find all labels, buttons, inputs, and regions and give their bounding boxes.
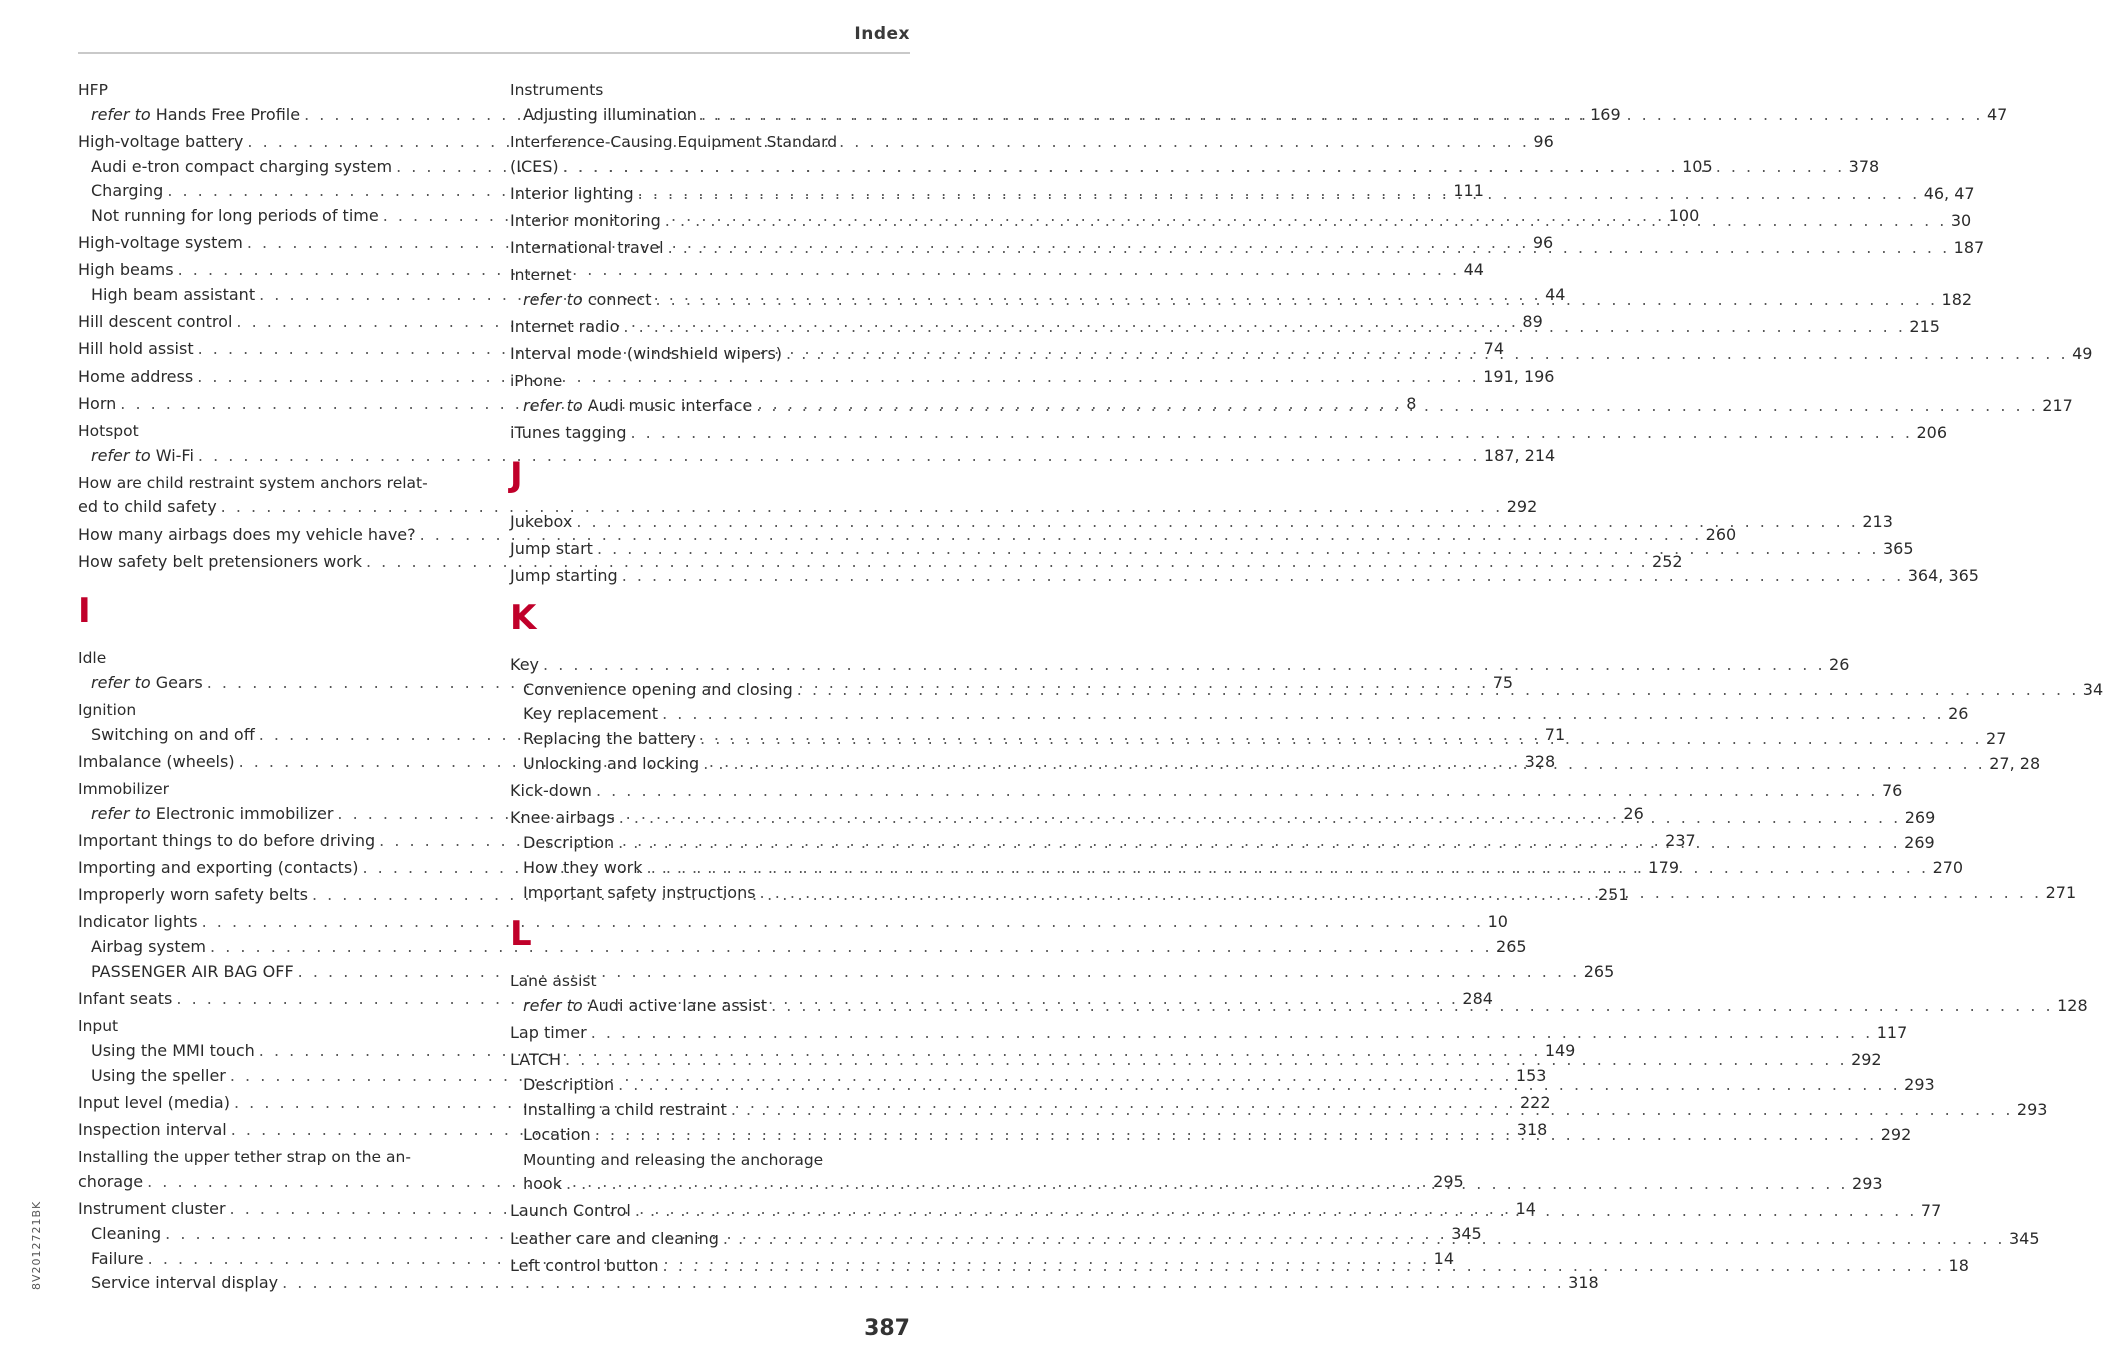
index-entry bbox=[78, 444, 1556, 469]
entry-text: Lap timer bbox=[510, 1023, 587, 1043]
entry-text: How many airbags does my vehicle have? bbox=[78, 524, 416, 544]
entry-text: High-voltage system bbox=[78, 233, 243, 253]
page-ref: 293 bbox=[1904, 1075, 1935, 1095]
page-ref: 292 bbox=[1506, 497, 1538, 517]
entry-text: Installing a child restraint bbox=[523, 1099, 727, 1119]
page-ref: 292 bbox=[1880, 1124, 1912, 1144]
entry-text: How safety belt pretensioners work bbox=[78, 551, 362, 571]
entry-text: Instrument cluster bbox=[78, 1199, 226, 1218]
page-ref: 270 bbox=[1932, 857, 1964, 877]
page-ref: 26 bbox=[1948, 704, 1969, 724]
page-ref: 345 bbox=[1451, 1223, 1482, 1243]
index-entry bbox=[510, 806, 1936, 831]
refer-label: refer to bbox=[523, 395, 583, 415]
page-ref: 169 bbox=[1590, 104, 1621, 124]
page-ref: 49 bbox=[2072, 344, 2093, 364]
page-title: Index bbox=[854, 24, 910, 44]
entry-text: Launch Control bbox=[510, 1201, 631, 1221]
index-subentry bbox=[78, 935, 1527, 960]
entry-text: High beams bbox=[78, 260, 174, 280]
page-ref: 10 bbox=[1487, 912, 1508, 932]
refer-label: refer to bbox=[523, 289, 583, 309]
index-subentry bbox=[510, 702, 1969, 727]
entry-text: Mounting and releasing the anchorage bbox=[523, 1150, 824, 1169]
page-ref: 77 bbox=[1920, 1201, 1942, 1221]
page-ref: 269 bbox=[1904, 808, 1936, 828]
page-ref: 182 bbox=[1941, 289, 1973, 309]
refer-label: refer to bbox=[91, 104, 151, 124]
entry-text: Important safety instructions bbox=[523, 882, 756, 902]
entry-text: Home address bbox=[78, 366, 194, 386]
entry-text: Interval mode (windshield wipers) bbox=[510, 344, 783, 364]
index-entry bbox=[510, 1227, 2040, 1252]
entry-text: Wi-Fi bbox=[155, 445, 194, 465]
index-heading-ignition: Ignition bbox=[78, 701, 137, 720]
entry-text: Key replacement bbox=[523, 704, 659, 724]
page-ref: 365 bbox=[1882, 538, 1914, 558]
page-ref: 18 bbox=[1948, 1255, 1969, 1275]
entry-text: hook bbox=[523, 1174, 562, 1194]
entry-text: Audi active lane assist bbox=[587, 996, 768, 1016]
entry-text: Important things to do before driving bbox=[78, 831, 376, 851]
page-ref: 74 bbox=[1483, 339, 1504, 359]
index-entry bbox=[78, 550, 1683, 575]
index-entry bbox=[510, 1021, 1908, 1046]
page-ref: 328 bbox=[1524, 752, 1556, 772]
page-ref: 128 bbox=[2057, 996, 2088, 1016]
page-ref: 187 bbox=[1953, 237, 1985, 257]
entry-text: Cleaning bbox=[91, 1223, 162, 1243]
index-entry bbox=[510, 653, 1850, 678]
page-ref: 75 bbox=[1492, 673, 1514, 693]
entry-text: Hill descent control bbox=[78, 312, 233, 332]
entry-text: Jukebox bbox=[510, 511, 573, 531]
page-ref: 213 bbox=[1862, 511, 1893, 531]
page-ref: 252 bbox=[1652, 551, 1683, 571]
page-ref: 292 bbox=[1851, 1050, 1882, 1070]
entry-text: LATCH bbox=[510, 1050, 562, 1070]
entry-text: connect bbox=[587, 289, 652, 309]
page-ref: 293 bbox=[2016, 1099, 2048, 1119]
entry-text: Location bbox=[523, 1124, 591, 1144]
entry-text: Infant seats bbox=[78, 989, 173, 1009]
header-rule bbox=[78, 52, 910, 54]
entry-text: Replacing the battery bbox=[523, 729, 697, 749]
section-letter-I: I bbox=[78, 591, 91, 632]
page-ref: 251 bbox=[1597, 885, 1629, 905]
index-heading-lane-assist: Lane assist bbox=[510, 972, 597, 991]
page-ref: 364, 365 bbox=[1907, 566, 1979, 586]
page-ref: 237 bbox=[1665, 831, 1696, 851]
page-ref: 89 bbox=[1522, 312, 1543, 332]
entry-text: Charging bbox=[91, 181, 164, 201]
page-ref: 111 bbox=[1453, 181, 1484, 201]
page-ref: 215 bbox=[1909, 316, 1940, 336]
page-ref: 46, 47 bbox=[1923, 183, 1975, 203]
entry-text: Using the speller bbox=[91, 1065, 226, 1085]
page-ref: 222 bbox=[1520, 1092, 1551, 1112]
index-heading-internet: Internet bbox=[510, 266, 572, 285]
index-entry bbox=[78, 910, 1508, 935]
page-ref: 217 bbox=[2042, 395, 2073, 415]
entry-text: Key bbox=[510, 654, 540, 674]
entry-text: Leather care and cleaning bbox=[510, 1228, 719, 1248]
page-ref: 265 bbox=[1583, 962, 1615, 982]
entry-text: Switching on and off bbox=[91, 725, 255, 745]
entry-text: (ICES) bbox=[510, 156, 559, 176]
page-ref: 14 bbox=[1433, 1248, 1455, 1268]
entry-text: chorage bbox=[78, 1171, 144, 1191]
index-heading-hotspot: Hotspot bbox=[78, 421, 139, 440]
page-ref: 295 bbox=[1433, 1171, 1464, 1191]
page-ref: 378 bbox=[1848, 156, 1880, 176]
page-ref: 269 bbox=[1904, 832, 1935, 852]
page-ref: 96 bbox=[1532, 233, 1554, 253]
entry-text: Left control button bbox=[510, 1255, 659, 1275]
page-ref: 284 bbox=[1462, 989, 1493, 1009]
entry-text: Interior lighting bbox=[510, 183, 634, 203]
entry-text: How they work bbox=[523, 857, 643, 877]
entry-text: PASSENGER AIR BAG OFF bbox=[91, 962, 294, 982]
index-entry bbox=[510, 779, 1903, 804]
entry-text: Convenience opening and closing bbox=[523, 679, 793, 699]
entry-text: Airbag system bbox=[91, 937, 207, 957]
page-ref: 318 bbox=[1516, 1120, 1548, 1140]
entry-text: High beam assistant bbox=[91, 285, 256, 305]
entry-text: Internet radio bbox=[510, 316, 620, 336]
page-ref: 44 bbox=[1545, 285, 1566, 305]
page-ref: 293 bbox=[1852, 1174, 1883, 1194]
entry-text: Service interval display bbox=[91, 1273, 279, 1293]
entry-text: Knee airbags bbox=[510, 808, 615, 828]
page-ref: 191, 196 bbox=[1483, 366, 1555, 386]
entry-text: Inspection interval bbox=[78, 1120, 227, 1140]
page-ref: 30 bbox=[1950, 210, 1972, 230]
page-ref: 206 bbox=[1916, 423, 1948, 443]
page-ref: 96 bbox=[1533, 131, 1554, 151]
page-ref: 8 bbox=[1406, 393, 1417, 413]
entry-text: iTunes tagging bbox=[510, 423, 627, 443]
page-ref: 34 bbox=[2082, 679, 2103, 699]
page-ref: 14 bbox=[1515, 1199, 1536, 1218]
entry-text: Kick-down bbox=[510, 781, 592, 801]
entry-text: Audi music interface bbox=[587, 395, 753, 415]
page-ref: 47 bbox=[1986, 104, 2008, 124]
section-letter-K: K bbox=[510, 597, 537, 638]
page-ref: 260 bbox=[1705, 524, 1737, 544]
entry-text: Hill hold assist bbox=[78, 339, 194, 359]
entry-text: Input level (media) bbox=[78, 1092, 230, 1112]
entry-text: Imbalance (wheels) bbox=[78, 752, 235, 772]
page-ref: 153 bbox=[1515, 1065, 1547, 1085]
page-ref: 71 bbox=[1544, 725, 1566, 745]
page-ref: 27, 28 bbox=[1989, 754, 2041, 773]
entry-text: Adjusting illumination bbox=[523, 104, 697, 124]
index-entry bbox=[510, 421, 1948, 446]
index-heading-iphone: iPhone bbox=[510, 372, 563, 391]
entry-text: Installing the upper tether strap on the an- bbox=[78, 1148, 411, 1167]
index-subentry bbox=[78, 1271, 1599, 1296]
entry-text: Hands Free Profile bbox=[155, 104, 301, 124]
index-heading-hfp: HFP bbox=[78, 81, 108, 99]
index-heading-immobilizer: Immobilizer bbox=[78, 780, 170, 799]
entry-text: Unlocking and locking bbox=[523, 754, 700, 773]
page-number: 387 bbox=[864, 1316, 910, 1341]
refer-label: refer to bbox=[91, 445, 151, 465]
page-ref: 265 bbox=[1496, 937, 1527, 957]
entry-text: Not running for long periods of time bbox=[91, 206, 379, 226]
entry-text: Electronic immobilizer bbox=[155, 804, 334, 824]
entry-text: Description bbox=[523, 832, 615, 852]
entry-text: Improperly worn safety belts bbox=[78, 885, 308, 905]
entry-text: Failure bbox=[91, 1248, 144, 1268]
entry-text: Audi e-tron compact charging system bbox=[91, 156, 393, 176]
page-ref: 27 bbox=[1986, 729, 2007, 749]
refer-label: refer to bbox=[91, 804, 151, 824]
entry-text: Interior monitoring bbox=[510, 210, 661, 230]
refer-label: refer to bbox=[91, 673, 151, 693]
page-ref: 100 bbox=[1668, 206, 1700, 226]
section-letter-L: L bbox=[510, 914, 532, 955]
page-ref: 345 bbox=[2008, 1228, 2040, 1248]
entry-text: Horn bbox=[78, 393, 117, 413]
entry-text: Using the MMI touch bbox=[91, 1041, 255, 1061]
page-ref: 117 bbox=[1876, 1023, 1908, 1043]
section-letter-J: J bbox=[510, 454, 523, 495]
entry-text: International travel bbox=[510, 237, 664, 257]
entry-text: How are child restraint system anchors relat- bbox=[78, 473, 428, 492]
index-heading-idle: Idle bbox=[78, 649, 107, 668]
entry-text: ed to child safety bbox=[78, 497, 217, 517]
page-ref: 26 bbox=[1623, 804, 1644, 824]
page-ref: 44 bbox=[1463, 260, 1484, 280]
index-heading-input: Input bbox=[78, 1017, 119, 1036]
page-ref: 318 bbox=[1568, 1273, 1599, 1293]
page-ref: 26 bbox=[1829, 654, 1850, 674]
entry-text: Importing and exporting (contacts) bbox=[78, 858, 359, 878]
page-ref: 271 bbox=[2045, 882, 2077, 902]
refer-label: refer to bbox=[523, 996, 583, 1016]
entry-text: Jump starting bbox=[510, 566, 618, 586]
page-ref: 76 bbox=[1881, 781, 1903, 801]
entry-text: High-voltage battery bbox=[78, 131, 244, 151]
document-code: 8V2012721BK bbox=[30, 1200, 43, 1290]
page-ref: 149 bbox=[1544, 1041, 1576, 1061]
entry-text: Description bbox=[523, 1075, 615, 1095]
index-entry bbox=[510, 394, 2073, 419]
entry-text: Jump start bbox=[510, 538, 593, 558]
entry-text: Interference-Causing Equipment Standard bbox=[510, 132, 838, 151]
entry-text: Gears bbox=[155, 673, 203, 693]
entry-text: Indicator lights bbox=[78, 912, 198, 932]
index-entry bbox=[78, 495, 1538, 520]
index-entry bbox=[510, 564, 1979, 589]
page-ref: 187, 214 bbox=[1483, 445, 1556, 465]
page-ref: 105 bbox=[1682, 156, 1713, 176]
index-heading-instruments: Instruments bbox=[510, 81, 604, 99]
page-ref: 179 bbox=[1648, 858, 1680, 878]
